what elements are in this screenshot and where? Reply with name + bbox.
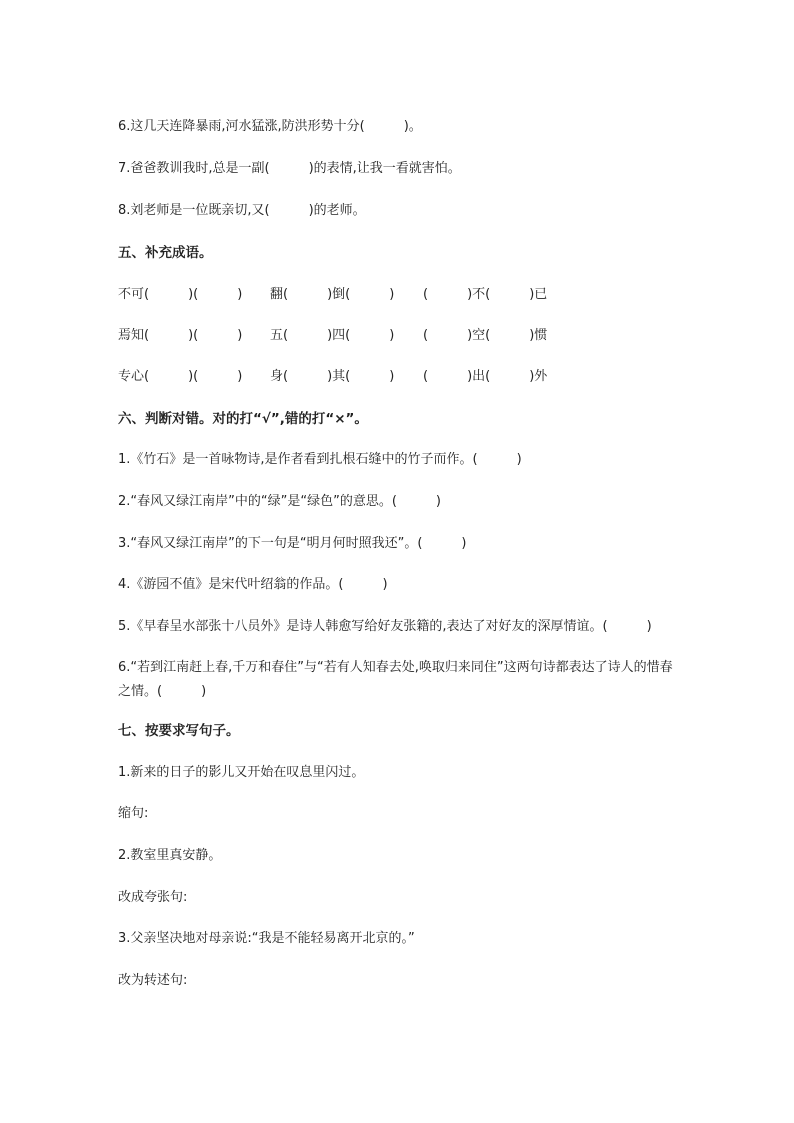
- idiom-blank: 身( )其( ): [270, 369, 395, 384]
- idiom-blank: ( )出( )外: [423, 369, 548, 384]
- sentence-instruction-condense: 缩句:: [118, 806, 149, 821]
- judgment-item-2: 2.“春风又绿江南岸”中的“绿”是“绿色”的意思。( ): [118, 494, 441, 509]
- idiom-blank: ( )空( )惯: [423, 328, 548, 343]
- sentence-item-3: 3.父亲坚决地对母亲说:“我是不能轻易离开北京的。”: [118, 931, 415, 946]
- idiom-blank: 五( )四( ): [270, 328, 395, 343]
- sentence-instruction-indirect: 改为转述句:: [118, 973, 188, 988]
- judgment-item-5: 5.《早春呈水部张十八员外》是诗人韩愈写给好友张籍的,表达了对好友的深厚情谊。( ): [118, 619, 652, 634]
- sentence-item-2: 2.教室里真安静。: [118, 848, 222, 863]
- section-5-heading: 五、补充成语。: [118, 245, 213, 261]
- fill-in-item-8: 8.刘老师是一位既亲切,又( )的老师。: [118, 203, 366, 218]
- idiom-blank: ( )不( )已: [423, 287, 548, 302]
- sentence-instruction-exaggerate: 改成夸张句:: [118, 890, 188, 905]
- idiom-blank: 专心( )( ): [118, 369, 243, 384]
- fill-in-item-6: 6.这几天连降暴雨,河水猛涨,防洪形势十分( )。: [118, 119, 422, 134]
- fill-in-item-7: 7.爸爸教训我时,总是一副( )的表情,让我一看就害怕。: [118, 161, 461, 176]
- judgment-item-3: 3.“春风又绿江南岸”的下一句是“明月何时照我还”。( ): [118, 536, 467, 551]
- sentence-item-1: 1.新来的日子的影儿又开始在叹息里闪过。: [118, 765, 365, 780]
- idiom-blank: 焉知( )( ): [118, 328, 243, 343]
- section-6-heading: 六、判断对错。对的打“√”,错的打“×”。: [118, 411, 368, 427]
- judgment-item-1: 1.《竹石》是一首咏物诗,是作者看到扎根石缝中的竹子而作。( ): [118, 452, 522, 467]
- idiom-blank: 不可( )( ): [118, 287, 243, 302]
- idiom-blank: 翻( )倒( ): [270, 287, 395, 302]
- section-7-heading: 七、按要求写句子。: [118, 723, 240, 739]
- judgment-item-6: 6.“若到江南赶上春,千万和春住”与“若有人知春去处,唤取归来同住”这两句诗都表达了诗人的惜春之情。( ): [118, 660, 673, 699]
- judgment-item-4: 4.《游园不值》是宋代叶绍翁的作品。( ): [118, 577, 388, 592]
